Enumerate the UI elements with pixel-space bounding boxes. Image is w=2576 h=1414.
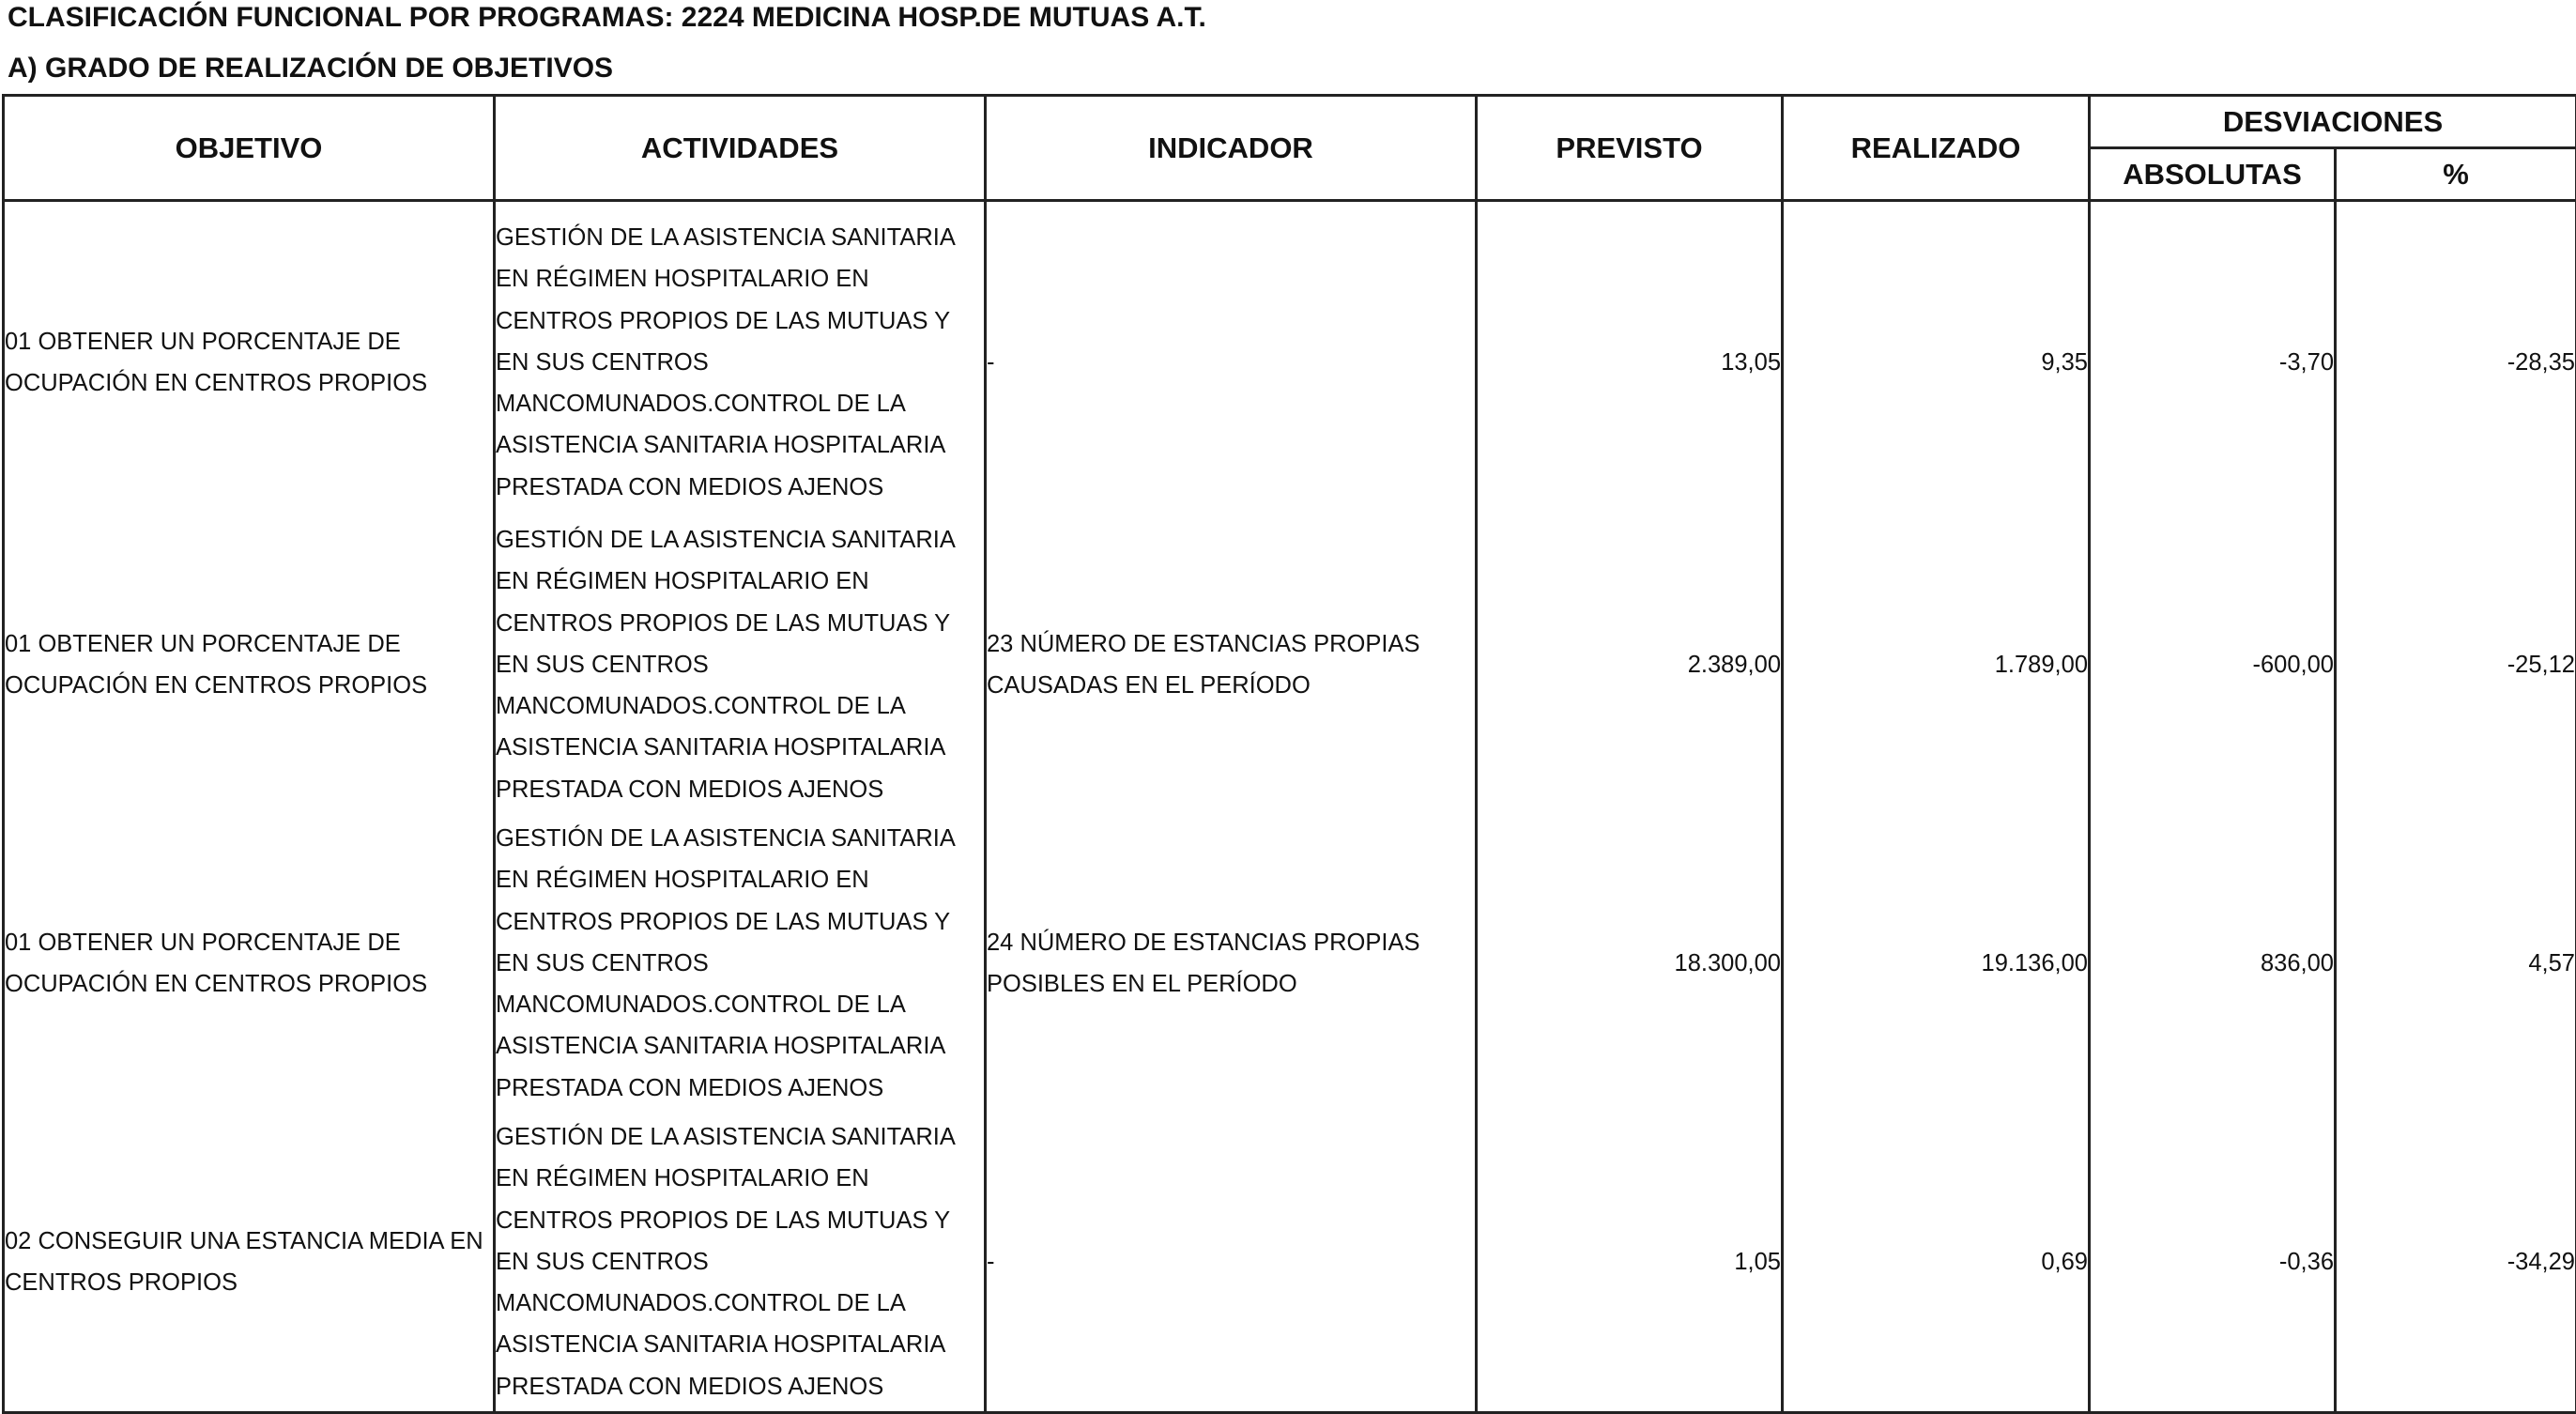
table-row xyxy=(4,814,2576,1113)
actividades-cell: GESTIÓN DE LA ASISTENCIA SANITARIA EN RÉGIMEN HOSPITALARIO EN CENTROS PROPIOS DE LAS MUTUAS Y EN SUS CENTROS MANCOMUNADOS.CONTROL DE LA ASISTENCIA SANITARIA HOSPITALARIA PRESTADA CON MEDIOS AJENOS xyxy=(495,1113,986,1413)
column-header-porcentaje: % xyxy=(2336,148,2576,201)
table-row xyxy=(4,1113,2576,1413)
actividades-cell: GESTIÓN DE LA ASISTENCIA SANITARIA EN RÉGIMEN HOSPITALARIO EN CENTROS PROPIOS DE LAS MUTUAS Y EN SUS CENTROS MANCOMUNADOS.CONTROL DE LA ASISTENCIA SANITARIA HOSPITALARIA PRESTADA CON MEDIOS AJENOS xyxy=(495,515,986,814)
previsto-cell: 18.300,00 xyxy=(1477,814,1783,1113)
absolutas-cell: 836,00 xyxy=(2090,814,2336,1113)
document-title: CLASIFICACIÓN FUNCIONAL POR PROGRAMAS: 2224 MEDICINA HOSP.DE MUTUAS A.T. xyxy=(8,1,1206,35)
table-row xyxy=(4,201,2576,516)
porcentaje-cell: -34,29 xyxy=(2336,1113,2576,1413)
absolutas-cell: -3,70 xyxy=(2090,201,2336,516)
porcentaje-cell: -28,35 xyxy=(2336,201,2576,516)
previsto-cell: 13,05 xyxy=(1477,201,1783,516)
section-title: A) GRADO DE REALIZACIÓN DE OBJETIVOS xyxy=(8,52,613,85)
objetivo-cell: 02 CONSEGUIR UNA ESTANCIA MEDIA EN CENTROS PROPIOS xyxy=(4,1113,495,1413)
absolutas-cell: -600,00 xyxy=(2090,515,2336,814)
column-header-objetivo: OBJETIVO xyxy=(4,96,495,201)
table-row xyxy=(4,515,2576,814)
indicador-cell: 23 NÚMERO DE ESTANCIAS PROPIAS CAUSADAS EN EL PERÍODO xyxy=(986,515,1477,814)
previsto-cell: 1,05 xyxy=(1477,1113,1783,1413)
objectives-table xyxy=(2,94,2576,1414)
objetivo-cell: 01 OBTENER UN PORCENTAJE DE OCUPACIÓN EN CENTROS PROPIOS xyxy=(4,201,495,516)
column-header-desviaciones: DESVIACIONES xyxy=(2090,96,2576,148)
absolutas-cell: -0,36 xyxy=(2090,1113,2336,1413)
porcentaje-cell: -25,12 xyxy=(2336,515,2576,814)
objetivo-cell: 01 OBTENER UN PORCENTAJE DE OCUPACIÓN EN CENTROS PROPIOS xyxy=(4,515,495,814)
realizado-cell: 19.136,00 xyxy=(1783,814,2090,1113)
objetivo-cell: 01 OBTENER UN PORCENTAJE DE OCUPACIÓN EN CENTROS PROPIOS xyxy=(4,814,495,1113)
porcentaje-cell: 4,57 xyxy=(2336,814,2576,1113)
column-header-actividades: ACTIVIDADES xyxy=(495,96,986,201)
realizado-cell: 0,69 xyxy=(1783,1113,2090,1413)
indicador-cell: - xyxy=(986,201,1477,516)
realizado-cell: 1.789,00 xyxy=(1783,515,2090,814)
actividades-cell: GESTIÓN DE LA ASISTENCIA SANITARIA EN RÉGIMEN HOSPITALARIO EN CENTROS PROPIOS DE LAS MUTUAS Y EN SUS CENTROS MANCOMUNADOS.CONTROL DE LA ASISTENCIA SANITARIA HOSPITALARIA PRESTADA CON MEDIOS AJENOS xyxy=(495,201,986,516)
indicador-cell: - xyxy=(986,1113,1477,1413)
actividades-cell: GESTIÓN DE LA ASISTENCIA SANITARIA EN RÉGIMEN HOSPITALARIO EN CENTROS PROPIOS DE LAS MUTUAS Y EN SUS CENTROS MANCOMUNADOS.CONTROL DE LA ASISTENCIA SANITARIA HOSPITALARIA PRESTADA CON MEDIOS AJENOS xyxy=(495,814,986,1113)
previsto-cell: 2.389,00 xyxy=(1477,515,1783,814)
column-header-previsto: PREVISTO xyxy=(1477,96,1783,201)
column-header-absolutas: ABSOLUTAS xyxy=(2090,148,2336,201)
column-header-indicador: INDICADOR xyxy=(986,96,1477,201)
column-header-realizado: REALIZADO xyxy=(1783,96,2090,201)
realizado-cell: 9,35 xyxy=(1783,201,2090,516)
indicador-cell: 24 NÚMERO DE ESTANCIAS PROPIAS POSIBLES EN EL PERÍODO xyxy=(986,814,1477,1113)
